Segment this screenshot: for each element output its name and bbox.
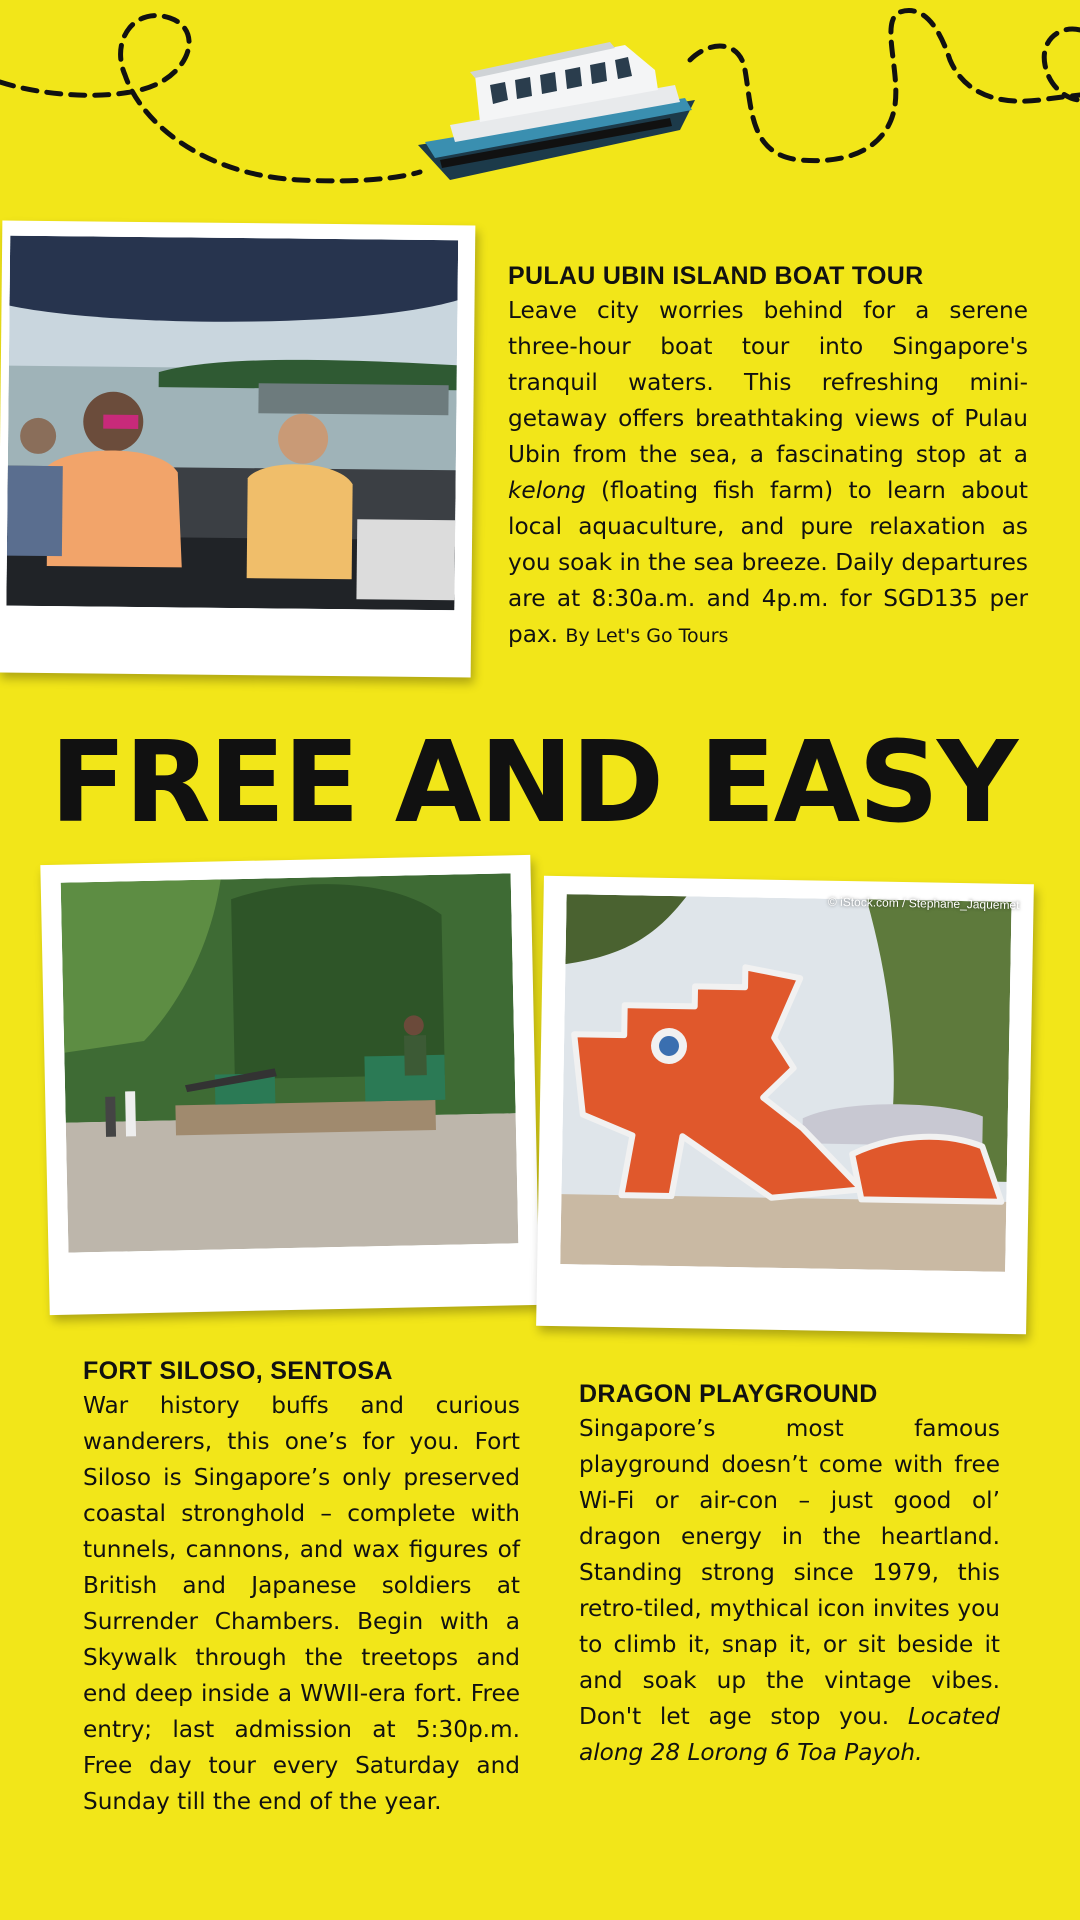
dragon-playground-polaroid <box>536 876 1034 1334</box>
dragon-playground-location: Located along 28 Lorong 6 Toa Payoh. <box>579 1703 1000 1766</box>
boat-tour-body-part1: Leave city worries behind for a serene three-hour boat tour into Singapore's tranquil waters. This refreshing mini-getaway offers breathtaking views of Pulau Ubin from the sea, a fascinating stop at a <box>508 297 1028 468</box>
photo-credit: © iStock.com / Stephane_Jaquemet <box>827 894 1020 913</box>
fort-siloso-title: FORT SILOSO, SENTOSA <box>83 1357 393 1385</box>
fort-siloso-photo <box>61 873 519 1252</box>
dragon-playground-article <box>579 1380 1000 1771</box>
boat-tour-body <box>508 293 1028 654</box>
fort-siloso-body: War history buffs and curious wanderers, this one’s for you. Fort Siloso is Singapore’s only preserved coastal stronghold – complete with tunnels, cannons, and wax figures of British and Japanese soldiers at Surrender Chambers. Begin with a Skywalk through the treetops and end deep inside a WWII-era fort. Free entry; last admission at 5:30p.m. Free day tour every Saturday and Sunday till the end of the year. <box>83 1392 520 1815</box>
fort-siloso-article <box>83 1357 520 1820</box>
boat-illustration <box>410 30 700 195</box>
boat-tour-polaroid <box>0 221 475 678</box>
boat-tour-body-em: kelong <box>508 477 586 504</box>
boat-tour-byline: By Let's Go Tours <box>565 625 729 647</box>
section-heading: FREE AND EASY <box>50 718 1017 848</box>
boat-tour-body-part2: (floating fish farm) to learn about local aquaculture, and pure relaxation as you soak in the sea breeze. Daily departures are at 8:30a.m. and 4p.m. for SGD135 per pax. <box>508 477 1028 648</box>
dragon-playground-body <box>579 1411 1000 1771</box>
dragon-playground-title: DRAGON PLAYGROUND <box>579 1380 878 1408</box>
boat-tour-title: PULAU UBIN ISLAND BOAT TOUR <box>508 262 924 290</box>
fort-siloso-polaroid <box>40 855 539 1315</box>
boat-tour-article <box>508 262 1028 654</box>
dragon-playground-body-text: Singapore’s most famous playground doesn’t come with free Wi-Fi or air-con – just good ol’ dragon energy in the heartland. Standing strong since 1979, this retro-tiled, mythical icon invites you to climb it, snap it, or sit beside it and soak up the vintage vibes. Don't let age stop you. <box>579 1415 1000 1730</box>
boat-tour-photo <box>6 236 458 611</box>
dragon-playground-photo <box>560 894 1011 1272</box>
